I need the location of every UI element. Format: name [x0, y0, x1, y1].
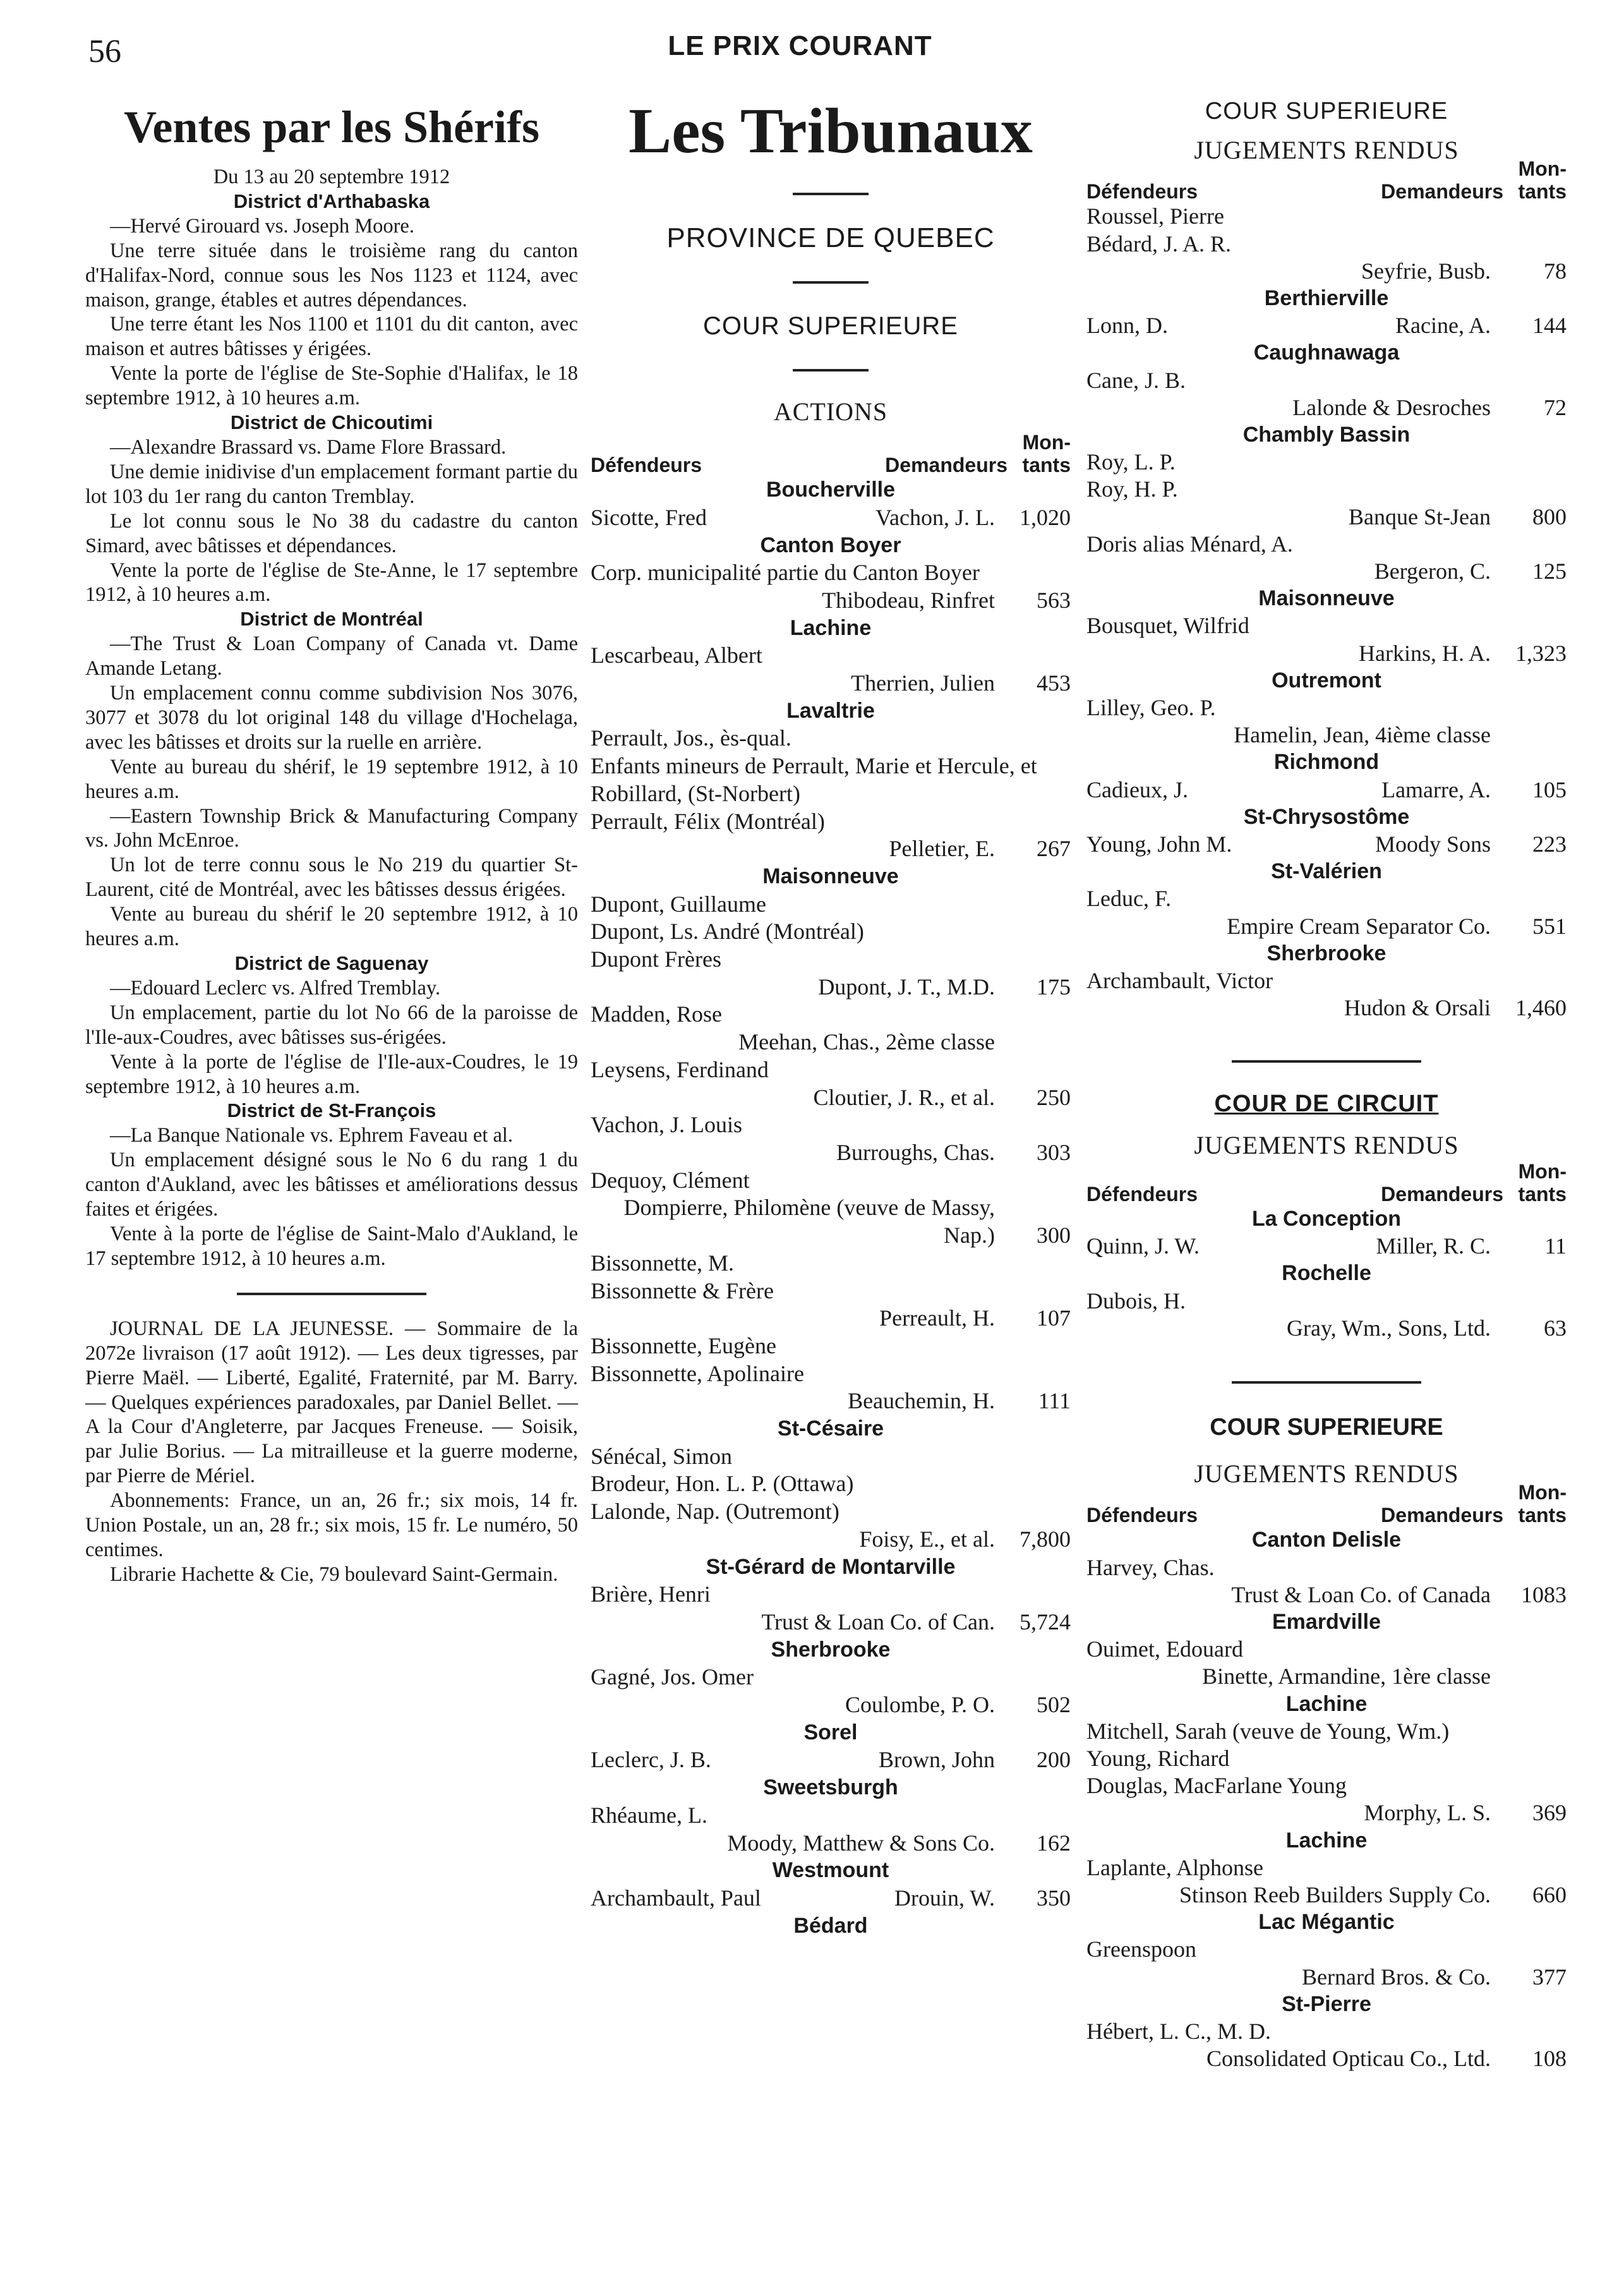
- amount: 1,323: [1515, 640, 1567, 666]
- plaintiff-line: [591, 1830, 1071, 1858]
- sale-paragraph: Un emplacement connu comme subdivision Nos 3076, 3077 et 3078 du lot original 148 du village d'Hochelaga, avec les bâtisses et droits sur la ruelle en arrière.: [85, 682, 578, 754]
- defendant-name: Young, Richard: [1086, 1745, 1230, 1771]
- defendant-name: Bousquet, Wilfrid: [1086, 613, 1249, 639]
- table-row: [1086, 1554, 1567, 1609]
- amount: 453: [1037, 670, 1071, 696]
- amount: 11: [1544, 1233, 1567, 1259]
- sale-paragraph: —Alexandre Brassard vs. Dame Flore Brassard.: [110, 435, 507, 459]
- table-row: [1086, 612, 1567, 667]
- sale-paragraph: —Eastern Township Brick & Manufacturing Company vs. John McEnroe.: [85, 804, 578, 852]
- plaintiff-line: [1086, 558, 1567, 585]
- defendant-name: Corp. municipalité partie du Canton Boyer: [591, 560, 980, 586]
- defendant-name: Vachon, J. Louis: [591, 1112, 742, 1138]
- header-defendeurs: Défendeurs: [1086, 1504, 1198, 1527]
- amount: 502: [1037, 1692, 1071, 1718]
- plaintiff-name: Seyfrie, Busb.: [1361, 258, 1491, 284]
- plaintiff-name: Lalonde & Desroches: [1292, 394, 1491, 420]
- plaintiff-line: [591, 1139, 1071, 1167]
- table-row: [591, 1332, 1071, 1360]
- table-header: [1086, 1481, 1567, 1527]
- table-row: [591, 642, 1071, 697]
- defendant-name: Roy, L. P.: [1086, 449, 1176, 475]
- table-row: [591, 1443, 1071, 1471]
- court3-heading: COUR SUPERIEURE: [1210, 1413, 1443, 1441]
- plaintiff-line: [1086, 504, 1567, 531]
- plaintiff-name: Brown, John: [878, 1747, 995, 1773]
- plaintiff-name: Moody, Matthew & Sons Co.: [727, 1830, 995, 1856]
- place-heading: Berthierville: [1264, 286, 1389, 311]
- table-row: [1086, 885, 1567, 940]
- defendant-name: Mitchell, Sarah (veuve de Young, Wm.): [1086, 1718, 1450, 1744]
- plaintiff-name: Bernard Bros. & Co.: [1302, 1964, 1491, 1990]
- defendant-name: Brière, Henri: [591, 1581, 711, 1607]
- district-list: [85, 190, 578, 1271]
- table-row: [1086, 367, 1567, 421]
- plaintiff-name: Dupont, J. T., M.D.: [818, 974, 995, 1000]
- header-defendeurs: Défendeurs: [591, 454, 702, 477]
- defendant-name: Ouimet, Edouard: [1086, 1636, 1243, 1662]
- amount: 300: [1037, 1223, 1071, 1248]
- plaintiff-line: [591, 974, 1071, 1001]
- place-heading: La Conception: [1251, 1206, 1402, 1231]
- table-row: [591, 752, 1071, 807]
- place-heading: Lachine: [1285, 1828, 1368, 1852]
- plaintiff-name: Coulombe, P. O.: [845, 1692, 995, 1718]
- defendant-name: Dupont Frères: [591, 946, 721, 972]
- amount: 72: [1544, 394, 1567, 420]
- defendant-name: Bissonnette, Apolinaire: [591, 1360, 804, 1386]
- sale-paragraph: Vente au bureau du shérif le 20 septembre 1912, à 10 heures a.m.: [85, 903, 578, 951]
- table-row: [1086, 312, 1567, 339]
- defendant-name: Leclerc, J. B.: [591, 1747, 711, 1773]
- actions-list: [591, 476, 1071, 1940]
- place-heading: St-Césaire: [777, 1417, 884, 1441]
- defendant-name: Brodeur, Hon. L. P. (Ottawa): [591, 1471, 854, 1497]
- amount: 5,724: [1020, 1609, 1071, 1634]
- table-row: [591, 1250, 1071, 1278]
- defendant-name: Young, John M.: [1086, 831, 1232, 857]
- plaintiff-name: Trust & Loan Co. of Canada: [1231, 1581, 1491, 1607]
- amount: 162: [1037, 1830, 1071, 1856]
- defendant-name: Leysens, Ferdinand: [591, 1056, 769, 1082]
- table-row: [591, 1278, 1071, 1332]
- divider: [237, 1293, 426, 1295]
- table-row: [1086, 203, 1567, 230]
- judgments-list-2: [1086, 1205, 1567, 1342]
- sale-paragraph: Vente la porte de l'église de Ste-Anne, le 17 septembre 1912, à 10 heures a.m.: [85, 559, 578, 607]
- table-row: [591, 504, 1071, 532]
- plaintiff-name: Hudon & Orsali: [1344, 995, 1491, 1021]
- place-heading: St-Valérien: [1271, 859, 1382, 884]
- plaintiff-name: Racine, A.: [1395, 313, 1491, 339]
- place-heading: Emardville: [1272, 1609, 1381, 1634]
- place-heading: Sherbrooke: [771, 1637, 891, 1662]
- amount: 267: [1037, 836, 1071, 862]
- table-row: [591, 725, 1071, 752]
- plaintiff-name: Foisy, E., et al.: [859, 1526, 995, 1552]
- page-number: 56: [88, 33, 121, 69]
- header-demandeurs: Demandeurs: [1381, 180, 1503, 203]
- header-demandeurs: Demandeurs: [1381, 1504, 1503, 1527]
- table-row: [591, 1746, 1071, 1774]
- defendant-name: Archambault, Paul: [591, 1885, 761, 1911]
- district-heading: District de Chicoutimi: [230, 411, 433, 434]
- defendant-name: Leduc, F.: [1086, 886, 1172, 912]
- place-heading: Canton Delisle: [1251, 1528, 1402, 1552]
- table-row: [1086, 1233, 1567, 1260]
- table-row: [591, 1885, 1071, 1912]
- amount: 107: [1037, 1305, 1071, 1331]
- table-row: [1086, 449, 1567, 476]
- sale-paragraph: —Hervé Girouard vs. Joseph Moore.: [110, 214, 414, 238]
- defendant-name: Bissonnette, Eugène: [591, 1332, 776, 1358]
- district-heading: District de St-François: [227, 1099, 436, 1122]
- place-heading: Lavaltrie: [786, 698, 875, 723]
- amount: 1,020: [1020, 504, 1071, 530]
- table-row: [1086, 967, 1567, 1022]
- table-row: [591, 559, 1071, 614]
- plaintiff-line: [591, 1691, 1071, 1719]
- district-heading: District d'Arthabaska: [233, 190, 430, 212]
- plaintiff-line: [591, 587, 1071, 615]
- court1-subheading: JUGEMENTS RENDUS: [1194, 136, 1459, 165]
- divider: [793, 281, 869, 284]
- place-heading: Boucherville: [766, 478, 896, 502]
- amount: 800: [1532, 504, 1567, 529]
- header-montants: Mon- tants: [1518, 1159, 1567, 1205]
- table-row: [591, 1581, 1071, 1636]
- header-defendeurs: Défendeurs: [1086, 180, 1198, 203]
- defendant-name: Doris alias Ménard, A.: [1086, 531, 1293, 557]
- table-row: [1086, 694, 1567, 749]
- plaintiff-line: [1086, 2045, 1567, 2072]
- plaintiff-line: [591, 1305, 1071, 1332]
- plaintiff-name: Meehan, Chas., 2ème classe: [738, 1029, 995, 1055]
- sale-paragraph: —The Trust & Loan Company of Canada vt. Dame Amande Letang.: [85, 632, 578, 680]
- amount: 1,460: [1515, 995, 1567, 1021]
- plaintiff-name: Binette, Armandine, 1ère classe: [1202, 1664, 1491, 1689]
- place-heading: Bédard: [793, 1913, 868, 1938]
- tribunaux-title: Les Tribunaux: [629, 95, 1033, 167]
- plaintiff-line: [591, 670, 1071, 698]
- defendant-name: Harvey, Chas.: [1086, 1554, 1215, 1580]
- table-row: [591, 1111, 1071, 1166]
- plaintiff-line: [591, 835, 1071, 863]
- running-title: LE PRIX COURANT: [668, 30, 932, 61]
- sale-paragraph: Vente au bureau du shérif, le 19 septembre 1912, à 10 heures a.m.: [85, 755, 578, 803]
- table-row: [1086, 1718, 1567, 1745]
- judgments-list-1: [1086, 285, 1567, 1022]
- plaintiff-name: Trust & Loan Co. of Can.: [761, 1609, 995, 1634]
- court3-subheading: JUGEMENTS RENDUS: [1194, 1459, 1459, 1489]
- header-defendeurs: Défendeurs: [1086, 1182, 1198, 1205]
- plaintiff-name: Morphy, L. S.: [1364, 1800, 1491, 1826]
- defendant-name: Enfants mineurs de Perrault, Marie et Hercule, et Robillard, (St-Norbert): [591, 753, 1037, 806]
- place-heading: Richmond: [1273, 750, 1380, 775]
- plaintiff-line: [1086, 722, 1567, 749]
- amount: 105: [1532, 776, 1567, 802]
- journal-paragraph: Librarie Hachette & Cie, 79 boulevard Saint-Germain.: [110, 1562, 558, 1586]
- dateline: Du 13 au 20 septembre 1912: [213, 166, 450, 188]
- plaintiff-line: [591, 1387, 1071, 1415]
- divider: [1232, 1381, 1421, 1384]
- amount: 7,800: [1020, 1526, 1071, 1552]
- plaintiff-name: Thibodeau, Rinfret: [822, 587, 995, 613]
- plaintiff-name: Lamarre, A.: [1381, 776, 1491, 802]
- table-row: [1086, 1636, 1567, 1690]
- place-heading: Canton Boyer: [760, 533, 901, 557]
- amount: 200: [1037, 1747, 1071, 1773]
- province-heading: PROVINCE DE QUEBEC: [666, 222, 995, 253]
- header-montants: Mon- tants: [1022, 431, 1071, 477]
- plaintiff-line: [1086, 1663, 1567, 1690]
- defendant-name: Hébert, L. C., M. D.: [1086, 2018, 1271, 2044]
- plaintiff-line: [1086, 1581, 1567, 1609]
- defendant-name: Roy, H. P.: [1086, 476, 1178, 502]
- table-row: [591, 1802, 1071, 1857]
- table-row: [1086, 531, 1567, 585]
- plaintiff-name: Cloutier, J. R., et al.: [813, 1084, 995, 1110]
- court2-heading: COUR DE CIRCUIT: [1214, 1090, 1439, 1117]
- amount: 108: [1532, 2046, 1567, 2072]
- sale-paragraph: —Edouard Leclerc vs. Alfred Tremblay.: [110, 976, 441, 1000]
- plaintiff-name: Empire Cream Separator Co.: [1227, 913, 1491, 939]
- divider: [793, 369, 869, 372]
- plaintiff-line: [1086, 1882, 1567, 1909]
- table-row: [1086, 1745, 1567, 1772]
- plaintiff-name: Drouin, W.: [894, 1885, 995, 1911]
- table-row: [1086, 1854, 1567, 1909]
- table-row: [1086, 1936, 1567, 1990]
- plaintiff-name: Consolidated Opticau Co., Ltd.: [1206, 2046, 1491, 2072]
- table-row: [1086, 1772, 1567, 1827]
- amount: 144: [1532, 313, 1567, 339]
- plaintiff-line: [591, 1194, 1071, 1249]
- place-heading: Maisonneuve: [1258, 586, 1395, 611]
- table-row: [1086, 1288, 1567, 1342]
- journal-paragraph: Abonnements: France, un an, 26 fr.; six mois, 14 fr. Union Postale, un an, 28 fr.; six mois, 15 fr. Le numéro, 50 centimes.: [85, 1489, 578, 1561]
- amount: 78: [1544, 258, 1567, 284]
- plaintiff-line: [591, 1084, 1071, 1112]
- sale-paragraph: Vente la porte de l'église de Ste-Sophie d'Halifax, le 18 septembre 1912, à 10 heures a.m.: [85, 362, 578, 410]
- place-heading: Chambly Bassin: [1242, 423, 1411, 447]
- amount: 175: [1037, 974, 1071, 1000]
- place-heading: Sorel: [803, 1720, 858, 1744]
- actions-heading: ACTIONS: [773, 397, 888, 426]
- header-montants: Mon- tants: [1518, 157, 1567, 203]
- plaintiff-name: Burroughs, Chas.: [836, 1139, 995, 1165]
- defendant-name: Cane, J. B.: [1086, 367, 1186, 393]
- plaintiff-name: Therrien, Julien: [851, 670, 995, 696]
- sale-paragraph: Le lot connu sous le No 38 du cadastre du canton Simard, avec bâtisses et dépendances.: [85, 509, 578, 557]
- defendant-name: Dupont, Ls. André (Montréal): [591, 919, 864, 945]
- sale-paragraph: Vente à la porte de l'église de Saint-Malo d'Aukland, le 17 septembre 1912, à 10 heures a.m.: [85, 1222, 578, 1270]
- amount: 551: [1532, 913, 1567, 939]
- defendant-name: Lalonde, Nap. (Outremont): [591, 1499, 839, 1525]
- defendant-name: Quinn, J. W.: [1086, 1233, 1200, 1259]
- table-row: [1086, 231, 1567, 285]
- amount: 63: [1544, 1315, 1567, 1341]
- table-row: [1086, 476, 1567, 530]
- plaintiff-line: [1086, 994, 1567, 1022]
- plaintiff-line: [1086, 1799, 1567, 1827]
- plaintiff-name: Harkins, H. A.: [1359, 640, 1491, 666]
- table-row: [591, 1001, 1071, 1056]
- defendant-name: Rhéaume, L.: [591, 1802, 707, 1828]
- court1-heading: COUR SUPERIEURE: [1205, 98, 1448, 124]
- table-row: [591, 891, 1071, 919]
- defendant-name: Cadieux, J.: [1086, 776, 1188, 802]
- amount: 563: [1037, 587, 1071, 613]
- court-heading: COUR SUPERIEURE: [703, 311, 958, 340]
- plaintiff-name: Moody Sons: [1374, 831, 1491, 857]
- plaintiff-name: Miller, R. C.: [1376, 1233, 1491, 1259]
- place-heading: Lac Mégantic: [1258, 1910, 1395, 1935]
- column-judgments: [1086, 98, 1567, 2072]
- place-heading: Lachine: [1285, 1691, 1368, 1716]
- plaintiff-line: [1086, 394, 1567, 421]
- place-heading: Sherbrooke: [1266, 941, 1386, 965]
- amount: 1083: [1521, 1581, 1567, 1607]
- table-row: [591, 1470, 1071, 1498]
- amount: 369: [1532, 1800, 1567, 1826]
- defendant-name: Perrault, Jos., ès-qual.: [591, 725, 791, 751]
- defendant-name: Douglas, MacFarlane Young: [1086, 1773, 1347, 1799]
- plaintiff-name: Gray, Wm., Sons, Ltd.: [1287, 1315, 1491, 1341]
- place-heading: Maisonneuve: [762, 864, 899, 888]
- divider: [793, 193, 869, 195]
- judgments-list-top: [1086, 203, 1567, 285]
- sale-paragraph: Un emplacement désigné sous le No 6 du rang 1 du canton d'Aukland, avec les bâtisses et améliorations dessus faites et érigées.: [85, 1149, 578, 1221]
- plaintiff-name: Pelletier, E.: [889, 836, 995, 862]
- table-row: [591, 1360, 1071, 1415]
- defendant-name: Lilley, Geo. P.: [1086, 695, 1216, 721]
- sale-paragraph: —La Banque Nationale vs. Ephrem Faveau et al.: [110, 1124, 514, 1147]
- defendant-name: Dubois, H.: [1086, 1288, 1186, 1314]
- sale-paragraph: Un emplacement, partie du lot No 66 de la paroisse de l'Ile-aux-Coudres, avec bâtisses sus-érigées.: [85, 1001, 578, 1049]
- sale-paragraph: Une terre située dans le troisième rang du canton d'Halifax-Nord, connue sous les Nos 1123 et 1124, avec maison, grange, étables et autres dépendances.: [85, 239, 578, 311]
- plaintiff-name: Bergeron, C.: [1374, 559, 1491, 584]
- plaintiff-line: [591, 1526, 1071, 1554]
- defendant-name: Bissonnette & Frère: [591, 1278, 774, 1303]
- judgments-list-3: [1086, 1526, 1567, 2072]
- plaintiff-line: [1086, 258, 1567, 285]
- amount: 125: [1532, 559, 1567, 584]
- plaintiff-name: Vachon, J. L.: [875, 504, 995, 530]
- table-row: [591, 1056, 1071, 1111]
- amount: 350: [1037, 1885, 1071, 1911]
- table-row: [1086, 831, 1567, 858]
- plaintiff-name: Hamelin, Jean, 4ième classe: [1234, 722, 1491, 748]
- district-heading: District de Montréal: [240, 608, 423, 631]
- plaintiff-name: Dompierre, Philomène (veuve de Massy, Nap.): [623, 1195, 995, 1248]
- district-heading: District de Saguenay: [234, 952, 429, 974]
- defendant-name: Archambault, Victor: [1086, 968, 1273, 994]
- plaintiff-line: [591, 1029, 1071, 1056]
- defendant-name: Laplante, Alphonse: [1086, 1854, 1263, 1880]
- table-row: [591, 1498, 1071, 1553]
- table-header: [591, 426, 1071, 476]
- sale-paragraph: Un lot de terre connu sous le No 219 du quartier St-Laurent, cité de Montréal, avec les bâtisses dessus érigées.: [85, 854, 578, 902]
- amount: 377: [1532, 1964, 1567, 1990]
- table-row: [591, 808, 1071, 863]
- table-row: [1086, 776, 1567, 804]
- table-header: [1086, 157, 1567, 203]
- table-header: [1086, 1159, 1567, 1205]
- divider: [1232, 1060, 1421, 1063]
- header-demandeurs: Demandeurs: [1381, 1182, 1503, 1205]
- plaintiff-name: Beauchemin, H.: [848, 1388, 995, 1414]
- column-tribunaux: [591, 95, 1071, 1940]
- amount: 250: [1037, 1084, 1071, 1110]
- sheriff-sales-title: Ventes par les Shérifs: [123, 102, 540, 152]
- table-row: [591, 1167, 1071, 1250]
- defendant-name: Madden, Rose: [591, 1001, 722, 1027]
- table-row: [591, 1664, 1071, 1719]
- defendant-name: Dequoy, Clément: [591, 1167, 750, 1193]
- place-heading: St-Pierre: [1282, 1991, 1371, 2016]
- amount: 660: [1532, 1882, 1567, 1907]
- place-heading: Westmount: [772, 1858, 889, 1883]
- place-heading: Outremont: [1272, 668, 1381, 692]
- table-row: [591, 918, 1071, 946]
- defendant-name: Lescarbeau, Albert: [591, 643, 762, 668]
- defendant-name: Dupont, Guillaume: [591, 891, 766, 917]
- defendant-name: Roussel, Pierre: [1086, 203, 1224, 229]
- plaintiff-name: Stinson Reeb Builders Supply Co.: [1179, 1882, 1491, 1907]
- defendant-name: Sénécal, Simon: [591, 1443, 732, 1469]
- defendant-name: Gagné, Jos. Omer: [591, 1664, 754, 1690]
- plaintiff-line: [1086, 1315, 1567, 1342]
- amount: 303: [1037, 1139, 1071, 1165]
- plaintiff-line: [1086, 1964, 1567, 1991]
- column-sheriff-sales: [85, 98, 578, 1587]
- place-heading: Rochelle: [1282, 1261, 1371, 1286]
- plaintiff-line: [1086, 913, 1567, 940]
- sale-paragraph: Une demie inidivise d'un emplacement formant partie du lot 103 du 1er rang du canton Tremblay.: [85, 460, 578, 508]
- place-heading: Sweetsburgh: [763, 1775, 898, 1800]
- defendant-name: Sicotte, Fred: [591, 504, 707, 530]
- plaintiff-line: [591, 1609, 1071, 1636]
- sale-paragraph: Une terre étant les Nos 1100 et 1101 du dit canton, avec maison et autres bâtisses y érigées.: [85, 313, 578, 361]
- plaintiff-line: [1086, 640, 1567, 667]
- table-row: [1086, 2018, 1567, 2072]
- table-row: [591, 946, 1071, 1001]
- header-montants: Mon- tants: [1518, 1481, 1567, 1527]
- place-heading: St-Gérard de Montarville: [706, 1554, 956, 1579]
- court2-subheading: JUGEMENTS RENDUS: [1194, 1130, 1459, 1159]
- defendant-name: Lonn, D.: [1086, 313, 1168, 339]
- sale-paragraph: Vente à la porte de l'église de l'Ile-aux-Coudres, le 19 septembre 1912, à 10 heures a.m.: [85, 1050, 578, 1098]
- plaintiff-name: Perreault, H.: [879, 1305, 995, 1331]
- amount: 223: [1532, 831, 1567, 857]
- journal-paragraph: JOURNAL DE LA JEUNESSE. — Sommaire de la 2072e livraison (17 août 1912). — Les deux tigresses, par Pierre Maël. — Liberté, Egalité, Fraternité, par M. Barry. — Quelques expériences paradoxales, par Daniel Bellet. — A la Cour d'Angleterre, par Jacques Freneuse. — Soisik, par Julie Borius. — La mitrailleuse et la guerre moderne, par Pierre de Mériel.: [85, 1317, 578, 1488]
- place-heading: Lachine: [790, 615, 872, 640]
- journal-notice: [85, 1317, 578, 1587]
- header-demandeurs: Demandeurs: [885, 454, 1008, 477]
- defendant-name: Bissonnette, M.: [591, 1250, 735, 1276]
- place-heading: St-Chrysostôme: [1243, 804, 1410, 829]
- plaintiff-name: Banque St-Jean: [1349, 504, 1491, 529]
- defendant-name: Bédard, J. A. R.: [1086, 231, 1231, 257]
- place-heading: Caughnawaga: [1253, 341, 1400, 365]
- amount: 111: [1038, 1388, 1071, 1414]
- defendant-name: Perrault, Félix (Montréal): [591, 808, 825, 834]
- defendant-name: Greenspoon: [1086, 1936, 1196, 1962]
